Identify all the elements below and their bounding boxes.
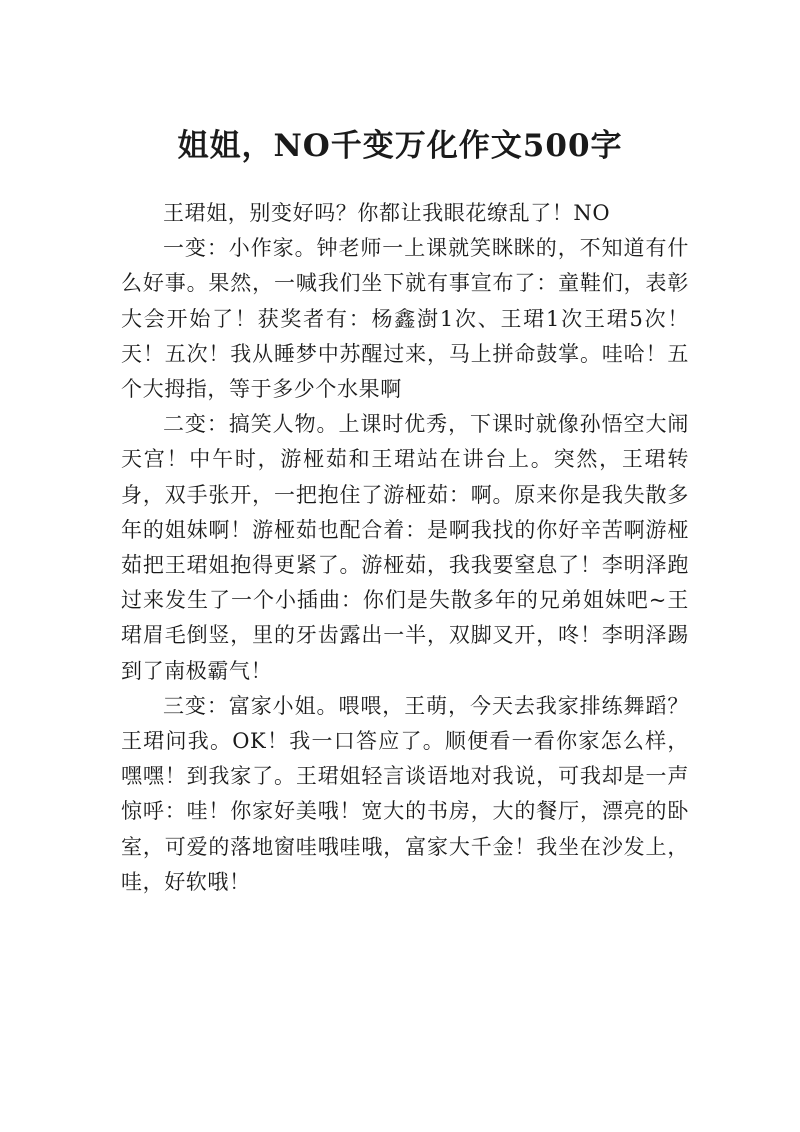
paragraph-intro: 王珺姐，别变好吗？你都让我眼花缭乱了！NO bbox=[163, 201, 611, 225]
document-title: 姐姐，NO千变万化作文500字 bbox=[177, 128, 623, 164]
paragraph-second-change: 二变：搞笑人物。上课时优秀，下课时就像孙悟空大闹天宫！中午时，游桠茹和王珺站在讲台上。突然，王珺转身，双手张开，一把抱住了游桠茹：啊。原来你是我失散多年的姐妹啊！游桠茹也配合着：是啊我找的你好辛苦啊游桠茹把王珺姐抱得更紧了。游桠茹，我我要窒息了！李明泽跑过来发生了一个小插曲：你们是失散多年的兄弟姐妹吧~王珺眉毛倒竖，里的牙齿露出一半，双脚叉开，咚！李明泽踢到了南极霸气！ bbox=[121, 412, 689, 683]
paragraph-third-change: 三变：富家小姐。喂喂，王萌，今天去我家排练舞蹈？王珺问我。OK！我一口答应了。顺便看一看你家怎么样，嘿嘿！到我家了。王珺姐轻言谈语地对我说，可我却是一声惊呼：哇！你家好美哦！宽大的书房，大的餐厅，漂亮的卧室，可爱的落地窗哇哦哇哦，富家大千金！我坐在沙发上，哇，好软哦！ bbox=[121, 693, 689, 894]
paragraph-first-change: 一变：小作家。钟老师一上课就笑眯眯的，不知道有什么好事。果然，一喊我们坐下就有事宣布了：童鞋们，表彰大会开始了！获奖者有：杨鑫澍1次、王珺1次王珺5次！天！五次！我从睡梦中苏醒过来，马上拼命鼓掌。哇哈！五个大拇指，等于多少个水果啊 bbox=[121, 236, 689, 402]
document-body bbox=[121, 196, 689, 900]
